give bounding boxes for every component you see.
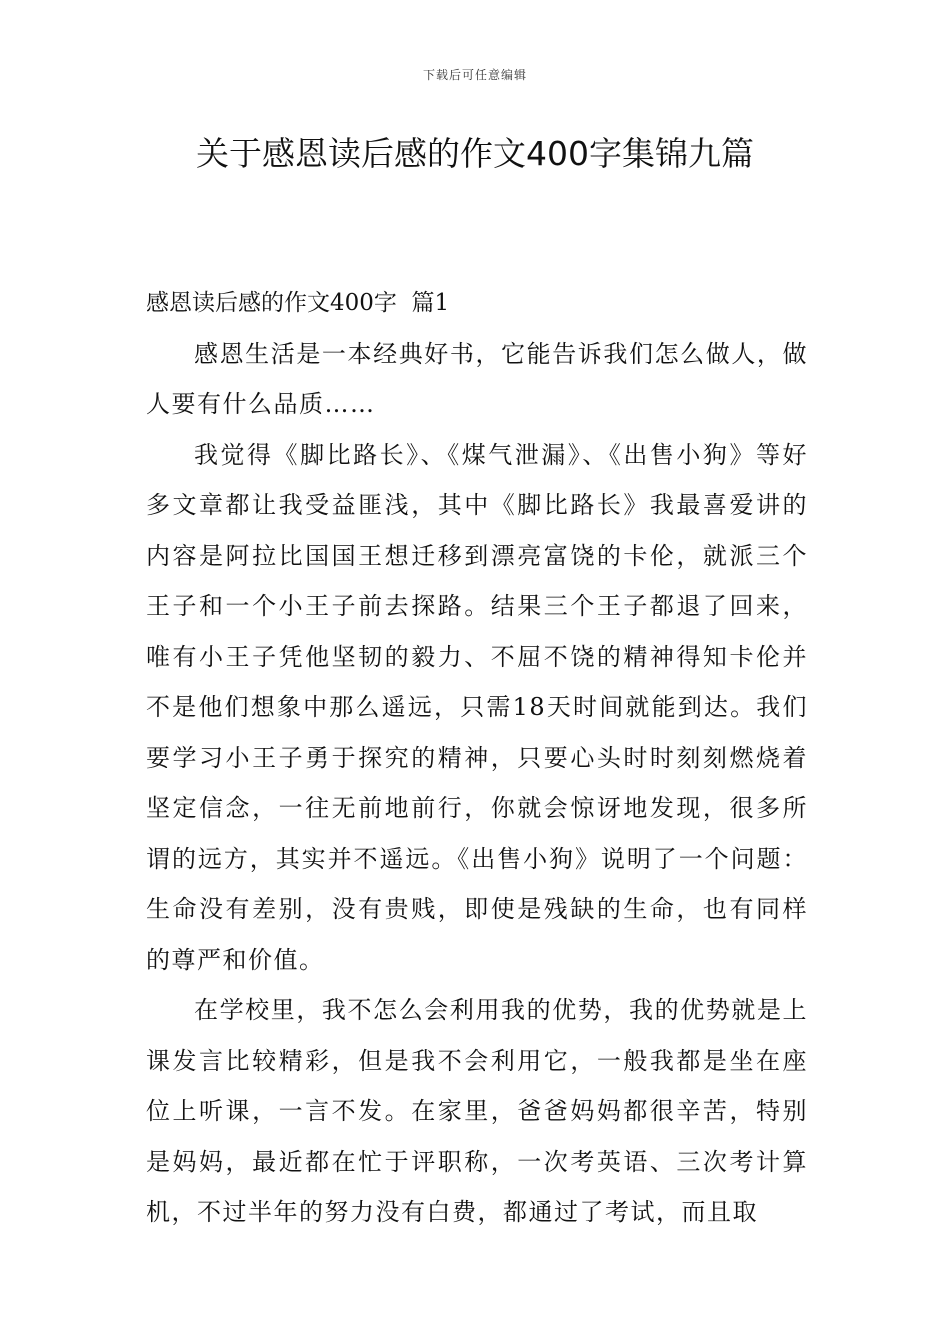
document-body (146, 278, 808, 1238)
header-note: 下载后可任意编辑 (422, 68, 527, 82)
section-heading: 感恩读后感的作文400字 篇1 (146, 290, 450, 316)
paragraph-3: 在学校里，我不怎么会利用我的优势，我的优势就是上课发言比较精彩，但是我不会利用它，一般我都是坐在座位上听课，一言不发。在家里，爸爸妈妈都很辛苦，特别是妈妈，最近都在忙于评职称，一次考英语、三次考计算机，不过半年的努力没有白费，都通过了考试，而且取 (146, 996, 808, 1226)
paragraph-2: 我觉得《脚比路长》、《煤气泄漏》、《出售小狗》等好多文章都让我受益匪浅，其中《脚比路长》我最喜爱讲的内容是阿拉比国国王想迁移到漂亮富饶的卡伦，就派三个王子和一个小王子前去探路。结果三个王子都退了回来，唯有小王子凭他坚韧的毅力、不屈不饶的精神得知卡伦并不是他们想象中那么遥远，只需18天时间就能到达。我们要学习小王子勇于探究的精神，只要心头时时刻刻燃烧着坚定信念，一往无前地前行，你就会惊讶地发现，很多所谓的远方，其实并不遥远。《出售小狗》说明了一个问题：生命没有差别，没有贵贱，即使是残缺的生命，也有同样的尊严和价值。 (146, 440, 808, 974)
paragraph-1: 感恩生活是一本经典好书，它能告诉我们怎么做人，做人要有什么品质…… (146, 339, 808, 418)
document-title: 关于感恩读后感的作文400字集锦九篇 (196, 134, 754, 173)
